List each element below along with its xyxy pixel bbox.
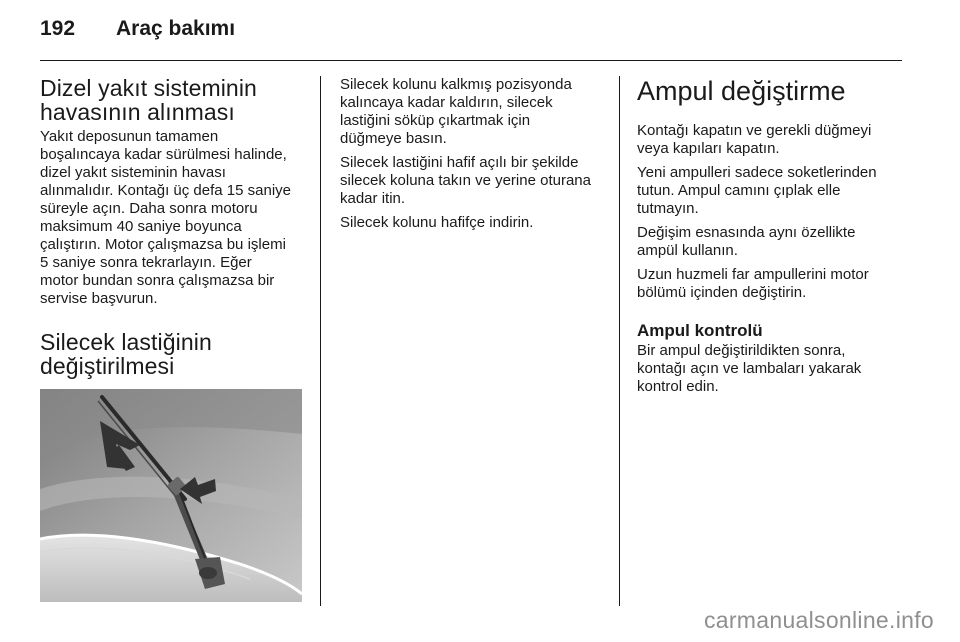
text-line: düğmeye basın. xyxy=(340,130,447,147)
column-rule-2 xyxy=(619,76,620,606)
text-line: kontağı açın ve lambaları yakarak xyxy=(637,360,862,377)
text-line: Kontağı kapatın ve gerekli düğmeyi xyxy=(637,122,872,139)
paragraph-bulb-check xyxy=(637,342,905,396)
section-title-bulb: Ampul değiştirme xyxy=(637,76,846,106)
paragraph-diesel xyxy=(40,128,308,308)
text-line: motor bundan sonra çalışmazsa bir xyxy=(40,272,275,289)
text-line: Yeni ampulleri sadece soketlerinden xyxy=(637,164,877,181)
wiper-blade-figure xyxy=(40,389,302,602)
section-title-line: havasının alınması xyxy=(40,99,235,125)
running-head: Araç bakımı xyxy=(116,17,236,40)
text-line: Bir ampul değiştirildikten sonra, xyxy=(637,342,846,359)
column-rule-1 xyxy=(320,76,321,606)
text-line: veya kapıları kapatın. xyxy=(637,140,780,157)
section-title-diesel xyxy=(40,76,308,124)
text-line: kadar itin. xyxy=(340,190,406,207)
text-line: lastiğini söküp çıkartmak için xyxy=(340,112,531,129)
column-1 xyxy=(40,76,308,378)
text-line: Silecek lastiğini hafif açılı bir şekilde xyxy=(340,154,579,171)
paragraph-lower-arm xyxy=(340,214,606,232)
text-line: Silecek kolunu kalkmış pozisyonda xyxy=(340,76,572,93)
text-line: tutun. Ampul camını çıplak elle xyxy=(637,182,841,199)
text-line: kontrol edin. xyxy=(637,378,719,395)
section-title-line: Dizel yakıt sisteminin xyxy=(40,75,257,101)
text-line: Uzun huzmeli far ampullerini motor xyxy=(637,266,869,283)
paragraph-same-type xyxy=(637,224,905,260)
text-line: dizel yakıt sisteminin havası xyxy=(40,164,226,181)
text-line: Silecek kolunu hafifçe indirin. xyxy=(340,214,534,231)
text-line: boşalıncaya kadar sürülmesi halinde, xyxy=(40,146,287,163)
text-line: servise başvurun. xyxy=(40,290,158,307)
top-rule xyxy=(40,60,902,61)
text-line: çalıştırın. Motor çalışmazsa bu işlemi xyxy=(40,236,286,253)
section-title-line: değiştirilmesi xyxy=(40,353,175,379)
text-line: Değişim esnasında aynı özellikte xyxy=(637,224,856,241)
section-title-wiper xyxy=(40,330,308,378)
text-line: süreyle açın. Daha sonra motoru xyxy=(40,200,258,217)
text-line: maksimum 40 saniye boyunca xyxy=(40,218,242,235)
watermark: carmanualsonline.info xyxy=(703,607,934,633)
paragraph-high-beam xyxy=(637,266,905,302)
column-3 xyxy=(637,76,905,396)
text-line: bölümü içinden değiştirin. xyxy=(637,284,807,301)
paragraph-lift-arm xyxy=(340,76,606,148)
column-2 xyxy=(340,76,606,232)
text-line: ampül kullanın. xyxy=(637,242,738,259)
text-line: silecek koluna takın ve yerine oturana xyxy=(340,172,591,189)
text-line: 5 saniye sonra tekrarlayın. Eğer xyxy=(40,254,252,271)
paragraph-ignition-off xyxy=(637,122,905,158)
paragraph-hold-bulbs xyxy=(637,164,905,218)
text-line: tutmayın. xyxy=(637,200,699,217)
wiper-illustration xyxy=(40,389,302,602)
subsection-title-bulb-check: Ampul kontrolü xyxy=(637,321,763,340)
section-title-line: Silecek lastiğinin xyxy=(40,329,212,355)
page-number: 192 xyxy=(40,17,76,40)
text-line: kalıncaya kadar kaldırın, silecek xyxy=(340,94,553,111)
text-line: alınmalıdır. Kontağı üç defa 15 saniye xyxy=(40,182,291,199)
paragraph-attach-blade xyxy=(340,154,606,208)
text-line: Yakıt deposunun tamamen xyxy=(40,128,219,145)
